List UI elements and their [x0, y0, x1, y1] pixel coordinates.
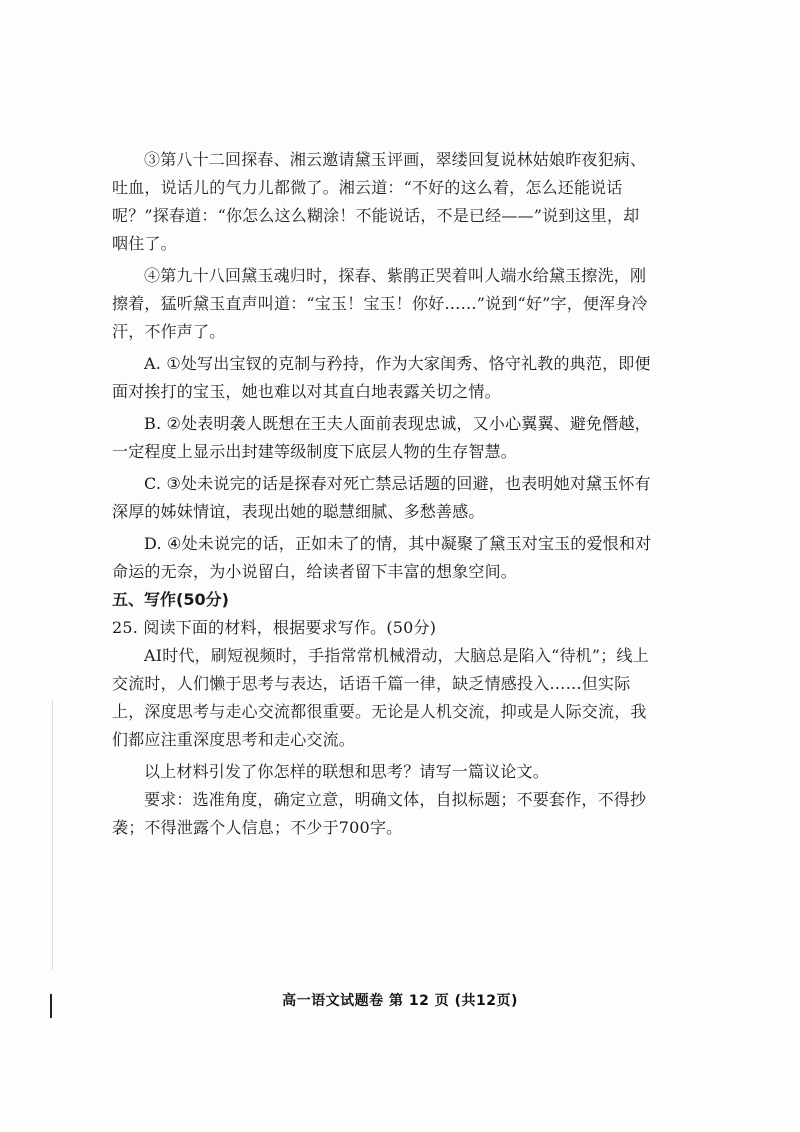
writing-prompt: 以上材料引发了你怎样的联想和思考？请写一篇议论文。	[144, 762, 550, 781]
option-b: B. ②处表明袭人既想在王夫人面前表现忠诚，又小心翼翼、避免僭越，一定程度上显示出封建等级制度下底层人物的生存智慧。	[112, 414, 651, 461]
option-a: A. ①处写出宝钗的克制与矜持，作为大家闺秀、恪守礼教的典范，即便面对挨打的宝玉，她也难以对其直白地表露关切之情。	[112, 354, 651, 401]
passage-4: ④第九十八回黛玉魂归时，探春、紫鹃正哭着叫人端水给黛玉擦洗，刚擦着，猛听黛玉直声叫道：“宝玉！宝玉！你好……”说到“好”字，便浑身冷汗，不作声了。	[112, 266, 648, 341]
option-d: D. ④处未说完的话，正如未了的情，其中凝聚了黛玉对宝玉的爱恨和对命运的无奈，为小说留白，给读者留下丰富的想象空间。	[112, 534, 652, 581]
page-content	[112, 146, 652, 842]
page-footer: 高一语文试题卷 第 12 页 (共12页)	[282, 993, 518, 1009]
section-title-writing: 五、写作(50分)	[112, 590, 229, 609]
question-25: 25. 阅读下面的材料，根据要求写作。(50分)	[112, 618, 437, 637]
passage-3: ③第八十二回探春、湘云邀请黛玉评画，翠缕回复说林姑娘昨夜犯病、吐血，说话儿的气力儿都微了。湘云道：“不好的这么着，怎么还能说话呢？”探春道：“你怎么这么糊涂！不能说话，不是已经——”说到这里，却咽住了。	[112, 150, 647, 253]
option-c: C. ③处未说完的话是探春对死亡禁忌话题的回避，也表明她对黛玉怀有深厚的姊妹情谊，表现出她的聪慧细腻、多愁善感。	[112, 474, 651, 521]
writing-requirements: 要求：选准角度，确定立意，明确文体，自拟标题；不要套作，不得抄袭；不得泄露个人信息；不少于700字。	[112, 790, 647, 837]
writing-material: AI时代，刷短视频时，手指常常机械滑动，大脑总是陷入“待机”；线上交流时，人们懒于思考与表达，话语千篇一律，缺乏情感投入……但实际上，深度思考与走心交流都很重要。无论是人机交流，抑或是人际交流，我们都应注重深度思考和走心交流。	[112, 646, 649, 749]
binding-margin-line	[52, 700, 53, 970]
